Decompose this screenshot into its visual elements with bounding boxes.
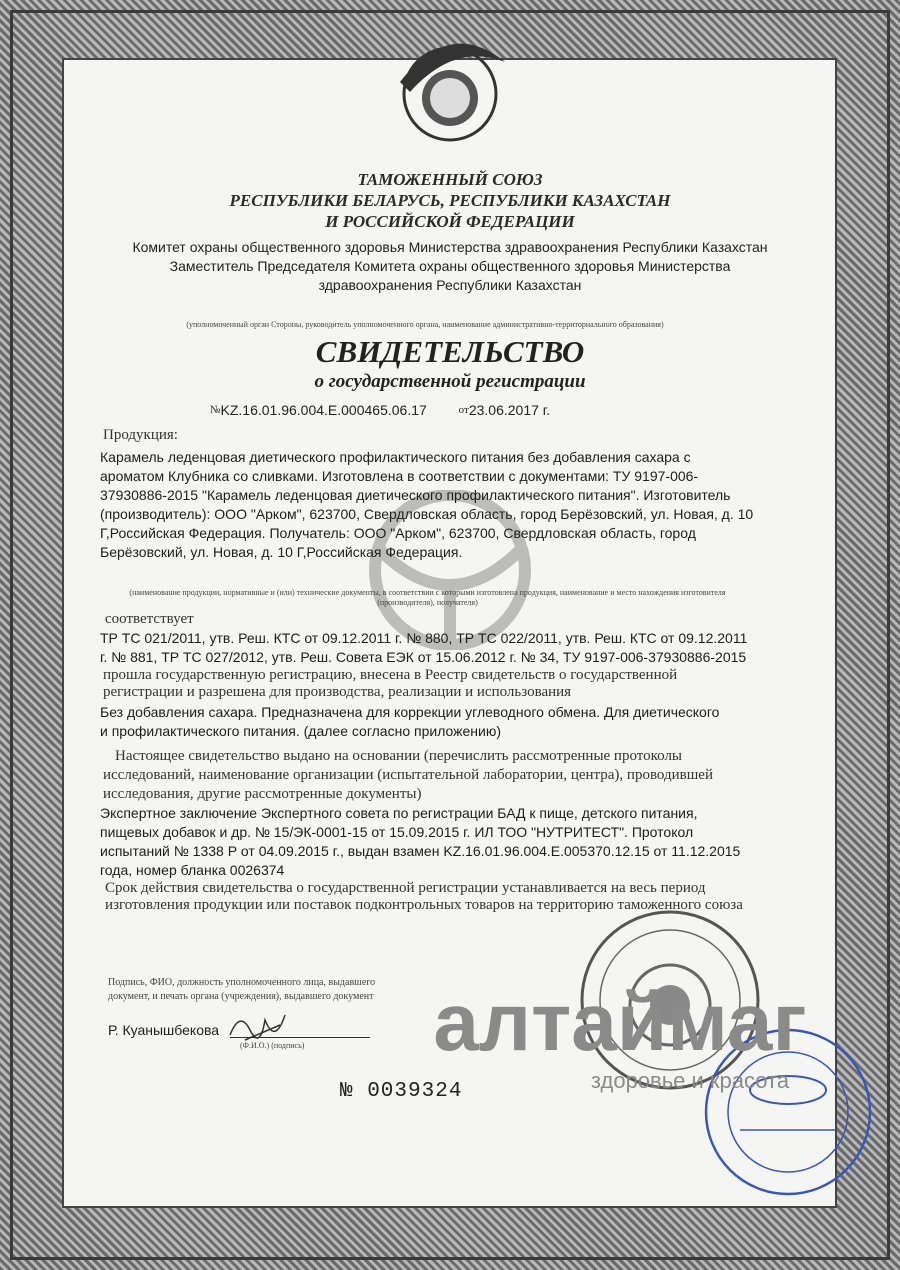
number-value: KZ.16.01.96.004.E.000465.06.17 [220, 402, 427, 418]
date-value: 23.06.2017 г. [468, 402, 551, 418]
signature-caption: Подпись, ФИО, должность уполномоченного лица, выдавшего документ, и печать органа (учреждения), выдавшего документ [108, 977, 376, 1002]
document-title: СВИДЕТЕЛЬСТВО [315, 334, 585, 369]
document-subtitle: о государственной регистрации [314, 371, 586, 392]
authority-line-1: Комитет охраны общественного здоровья Министерства здравоохранения Республики Казахстан [132, 239, 768, 255]
header-line-1: ТАМОЖЕННЫЙ СОЮЗ [357, 170, 543, 189]
number-prefix: № [210, 404, 221, 416]
authority-line-2: Заместитель Председателя Комитета охраны общественного здоровья Министерства [169, 258, 731, 274]
signatory-name: Р. Куанышбекова [108, 1022, 220, 1038]
form-number: № 0039324 [340, 1080, 463, 1103]
watermark-text: алтаймаг [433, 977, 807, 1068]
signature-sub-caption: (Ф.И.О.) (подпись) [240, 1041, 305, 1050]
certificate-body [100, 426, 755, 914]
basis-text: Экспертное заключение Экспертного совета по регистрации БАД к пище, детского питания, пищевых добавок и др. № 15/ЭК-0001-15 от 15.09.2015 г. ИЛ ТОО "НУТРИТЕСТ". Протокол испытаний № 1338 Р от 04.09.2015 г., выдан взамен KZ.16.01.96.004.E.005370.12.15 от 11.12.2015 года, номер бланка 0026374 [100, 805, 741, 878]
complies-text: ТР ТС 021/2011, утв. Реш. КТС от 09.12.2011 г. № 880, ТР ТС 022/2011, утв. Реш. КТС от 09.12.2011 г. № 881, ТР ТС 027/2012, утв. Реш. Совета ЕЭК от 15.06.2012 г. № 34, ТУ 9197-006-37930886-2015 [100, 630, 748, 665]
complies-label: соответствует [105, 611, 194, 627]
header-line-3: И РОССИЙСКОЙ ФЕДЕРАЦИИ [325, 212, 575, 231]
basis-label: Настоящее свидетельство выдано на основании (перечислить рассмотренные протоколы исследований, наименование организации (испытательной лаборатории, центра), проводившей исследования, другие рассмотренные документы) [103, 748, 713, 802]
validity-text: Срок действия свидетельства о государственной регистрации устанавливается на весь период изготовления продукции или поставок подконтрольных товаров на территорию таможенного союза [105, 880, 743, 913]
header-line-2: РЕСПУБЛИКИ БЕЛАРУСЬ, РЕСПУБЛИКИ КАЗАХСТАН [229, 191, 671, 210]
authority-caption: (уполномоченный орган Стороны, руководитель уполномоченного органа, наименование административно-территориального образования) [186, 320, 664, 329]
product-label: Продукция: [103, 427, 178, 443]
product-text: Карамель леденцовая диетического профилактического питания без добавления сахара с ароматом Клубника со сливками. Изготовлена в соответствии с документами: ТУ 9197-006-37930886-2015 "Карамель леденцовая диетического профилактического питания". Изготовитель (производитель): ООО "Арком", 623700, Свердловская область, город Берёзовский, ул. Новая, д. 10 Г,Российская Федерация. Получатель: ООО "Арком", 623700, Свердловская область, город Берёзовский, ул. Новая, д. 10 Г,Российская Федерация. [100, 449, 754, 560]
usage-text: Без добавления сахара. Предназначена для коррекции углеводного обмена. Для диетического и профилактического питания. (далее согласно приложению) [100, 704, 720, 739]
handwritten-signature-icon [225, 1005, 295, 1050]
product-caption: (наименование продукции, нормативные и (или) технические документы, в соответствии с которыми изготовлена продукция, наименование и место нахождения изготовителя (производителя), получателя) [129, 588, 726, 607]
date-prefix: от [458, 404, 469, 416]
authority-line-3: здравоохранения Республики Казахстан [318, 277, 582, 293]
watermark-subtext: здоровье и красота [590, 1068, 790, 1093]
customs-union-emblem-icon [380, 22, 520, 157]
registered-text: прошла государственную регистрацию, внесена в Реестр свидетельств о государственной регистрации и разрешена для производства, реализации и использования [103, 667, 678, 700]
registration-number [210, 401, 550, 419]
